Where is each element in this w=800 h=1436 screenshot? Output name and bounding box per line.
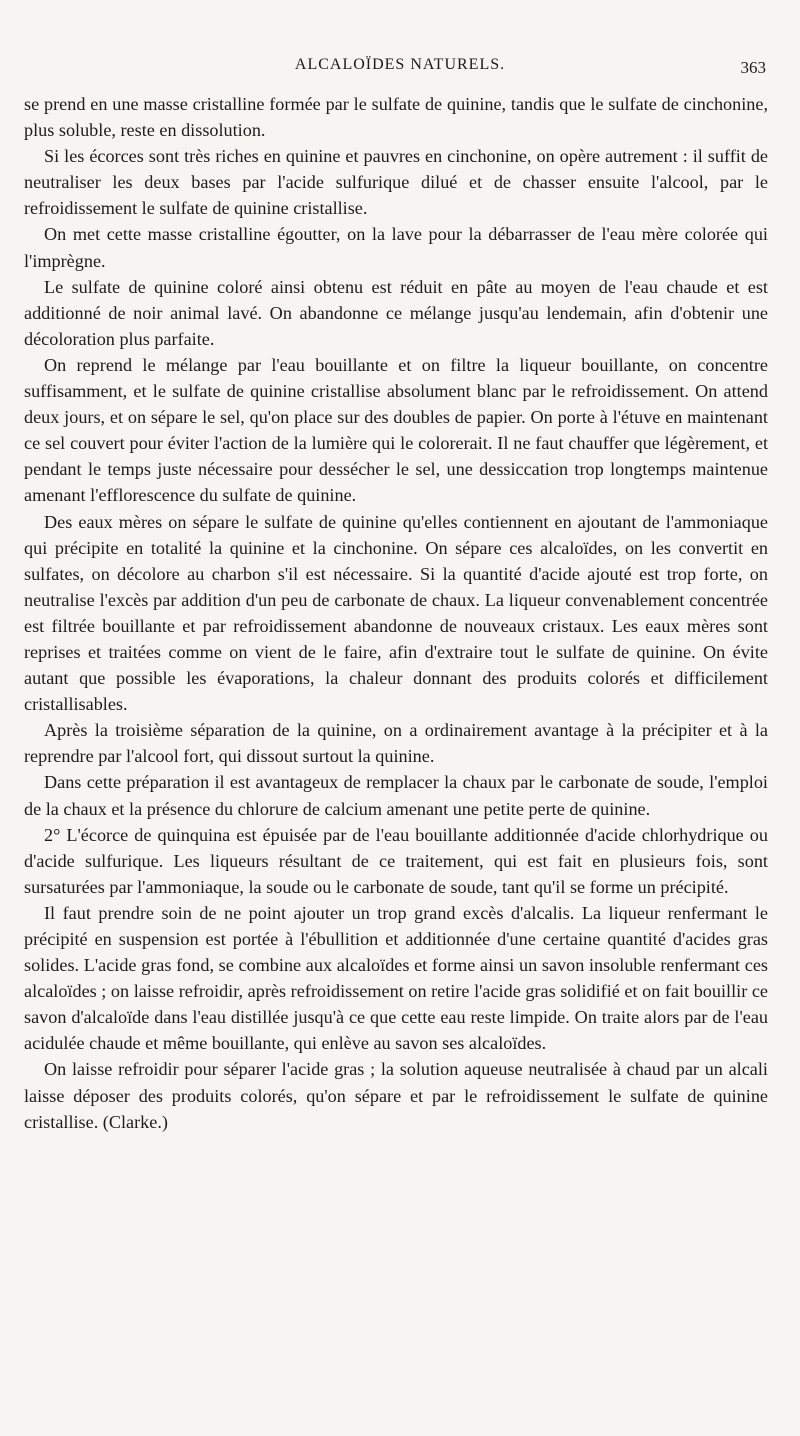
paragraph: 2° L'écorce de quinquina est épuisée par de l'eau bouillante additionnée d'acide chlorhydrique ou d'acide sulfurique. Les liqueurs résultant de ce traitement, qui est fait en plusieurs fois, sont sursaturées par l'ammoniaque, la soude ou le carbonate de soude, tant qu'il se forme un précipité. <box>24 824 768 897</box>
paragraph: Le sulfate de quinine coloré ainsi obtenu est réduit en pâte au moyen de l'eau chaude et est additionné de noir animal lavé. On abandonne ce mélange jusqu'au lendemain, afin d'obtenir une décoloration plus parfaite. <box>24 276 768 349</box>
paragraph: Dans cette préparation il est avantageux de remplacer la chaux par le carbonate de soude, l'emploi de la chaux et la présence du chlorure de calcium amenant une petite perte de quinine. <box>24 772 768 819</box>
paragraph: Des eaux mères on sépare le sulfate de quinine qu'elles contiennent en ajoutant de l'ammoniaque qui précipite en totalité la quinine et la cinchonine. On sépare ces alcaloïdes, on les convertit en sulfates, on décolore au charbon s'il est nécessaire. Si la quantité d'acide ajouté est trop forte, on neutralise l'excès par addition d'un peu de carbonate de chaux. La liqueur convenablement concentrée est filtrée bouillante et par refroidissement abandonne de nouveaux cristaux. Les eaux mères sont reprises et traitées comme on vient de le faire, afin d'extraire tout le sulfate de quinine. On évite autant que possible les évaporations, la chaleur donnant des produits colorés et difficilement cristallisables. <box>24 511 768 715</box>
page-number: 363 <box>740 58 766 77</box>
paragraph: Après la troisième séparation de la quinine, on a ordinairement avantage à la précipiter et à la reprendre par l'alcool fort, qui dissout surtout la quinine. <box>24 720 768 767</box>
text-body <box>24 91 768 1135</box>
paragraph: On met cette masse cristalline égoutter, on la lave pour la débarrasser de l'eau mère colorée qui l'imprègne. <box>24 224 768 271</box>
paragraph: Si les écorces sont très riches en quinine et pauvres en cinchonine, on opère autrement : il suffit de neutraliser les deux bases par l'acide sulfurique dilué et de chasser ensuite l'alcool, par le refroidissement le sulfate de quinine cristallise. <box>24 146 768 219</box>
paragraph: On laisse refroidir pour séparer l'acide gras ; la solution aqueuse neutralisée à chaud par un alcali laisse déposer des produits colorés, qu'on sépare et par le refroidissement le sulfate de quinine cristallise. (Clarke.) <box>24 1059 768 1132</box>
paragraph: se prend en une masse cristalline formée par le sulfate de quinine, tandis que le sulfate de cinchonine, plus soluble, reste en dissolution. <box>24 94 768 141</box>
paragraph: On reprend le mélange par l'eau bouillante et on filtre la liqueur bouillante, on concentre suffisamment, et le sulfate de quinine cristallise absolument blanc par le refroidissement. On attend deux jours, et on sépare le sel, qu'on place sur des doubles de papier. On porte à l'étuve en maintenant ce sel couvert pour éviter l'action de la lumière qui le colorerait. Il ne faut chauffer que légèrement, et pendant le temps juste nécessaire pour dessécher le sel, une dessiccation trop longtemps maintenue amenant l'efflorescence du sulfate de quinine. <box>24 354 768 506</box>
paragraph: Il faut prendre soin de ne point ajouter un trop grand excès d'alcalis. La liqueur renfermant le précipité en suspension est portée à l'ébullition et additionnée d'une certaine quantité d'acides gras solides. L'acide gras fond, se combine aux alcaloïdes et forme ainsi un savon insoluble renfermant ces alcaloïdes ; on laisse refroidir, après refroidissement on retire l'acide gras solidifié et on fait bouillir ce savon d'alcaloïde dans l'eau distillée jusqu'à ce que cette eau reste limpide. On traite alors par de l'eau acidulée chaude et même bouillante, qui enlève au savon ses alcaloïdes. <box>24 902 768 1054</box>
running-head <box>24 56 776 86</box>
running-title: ALCALOÏDES NATURELS. <box>294 56 506 73</box>
